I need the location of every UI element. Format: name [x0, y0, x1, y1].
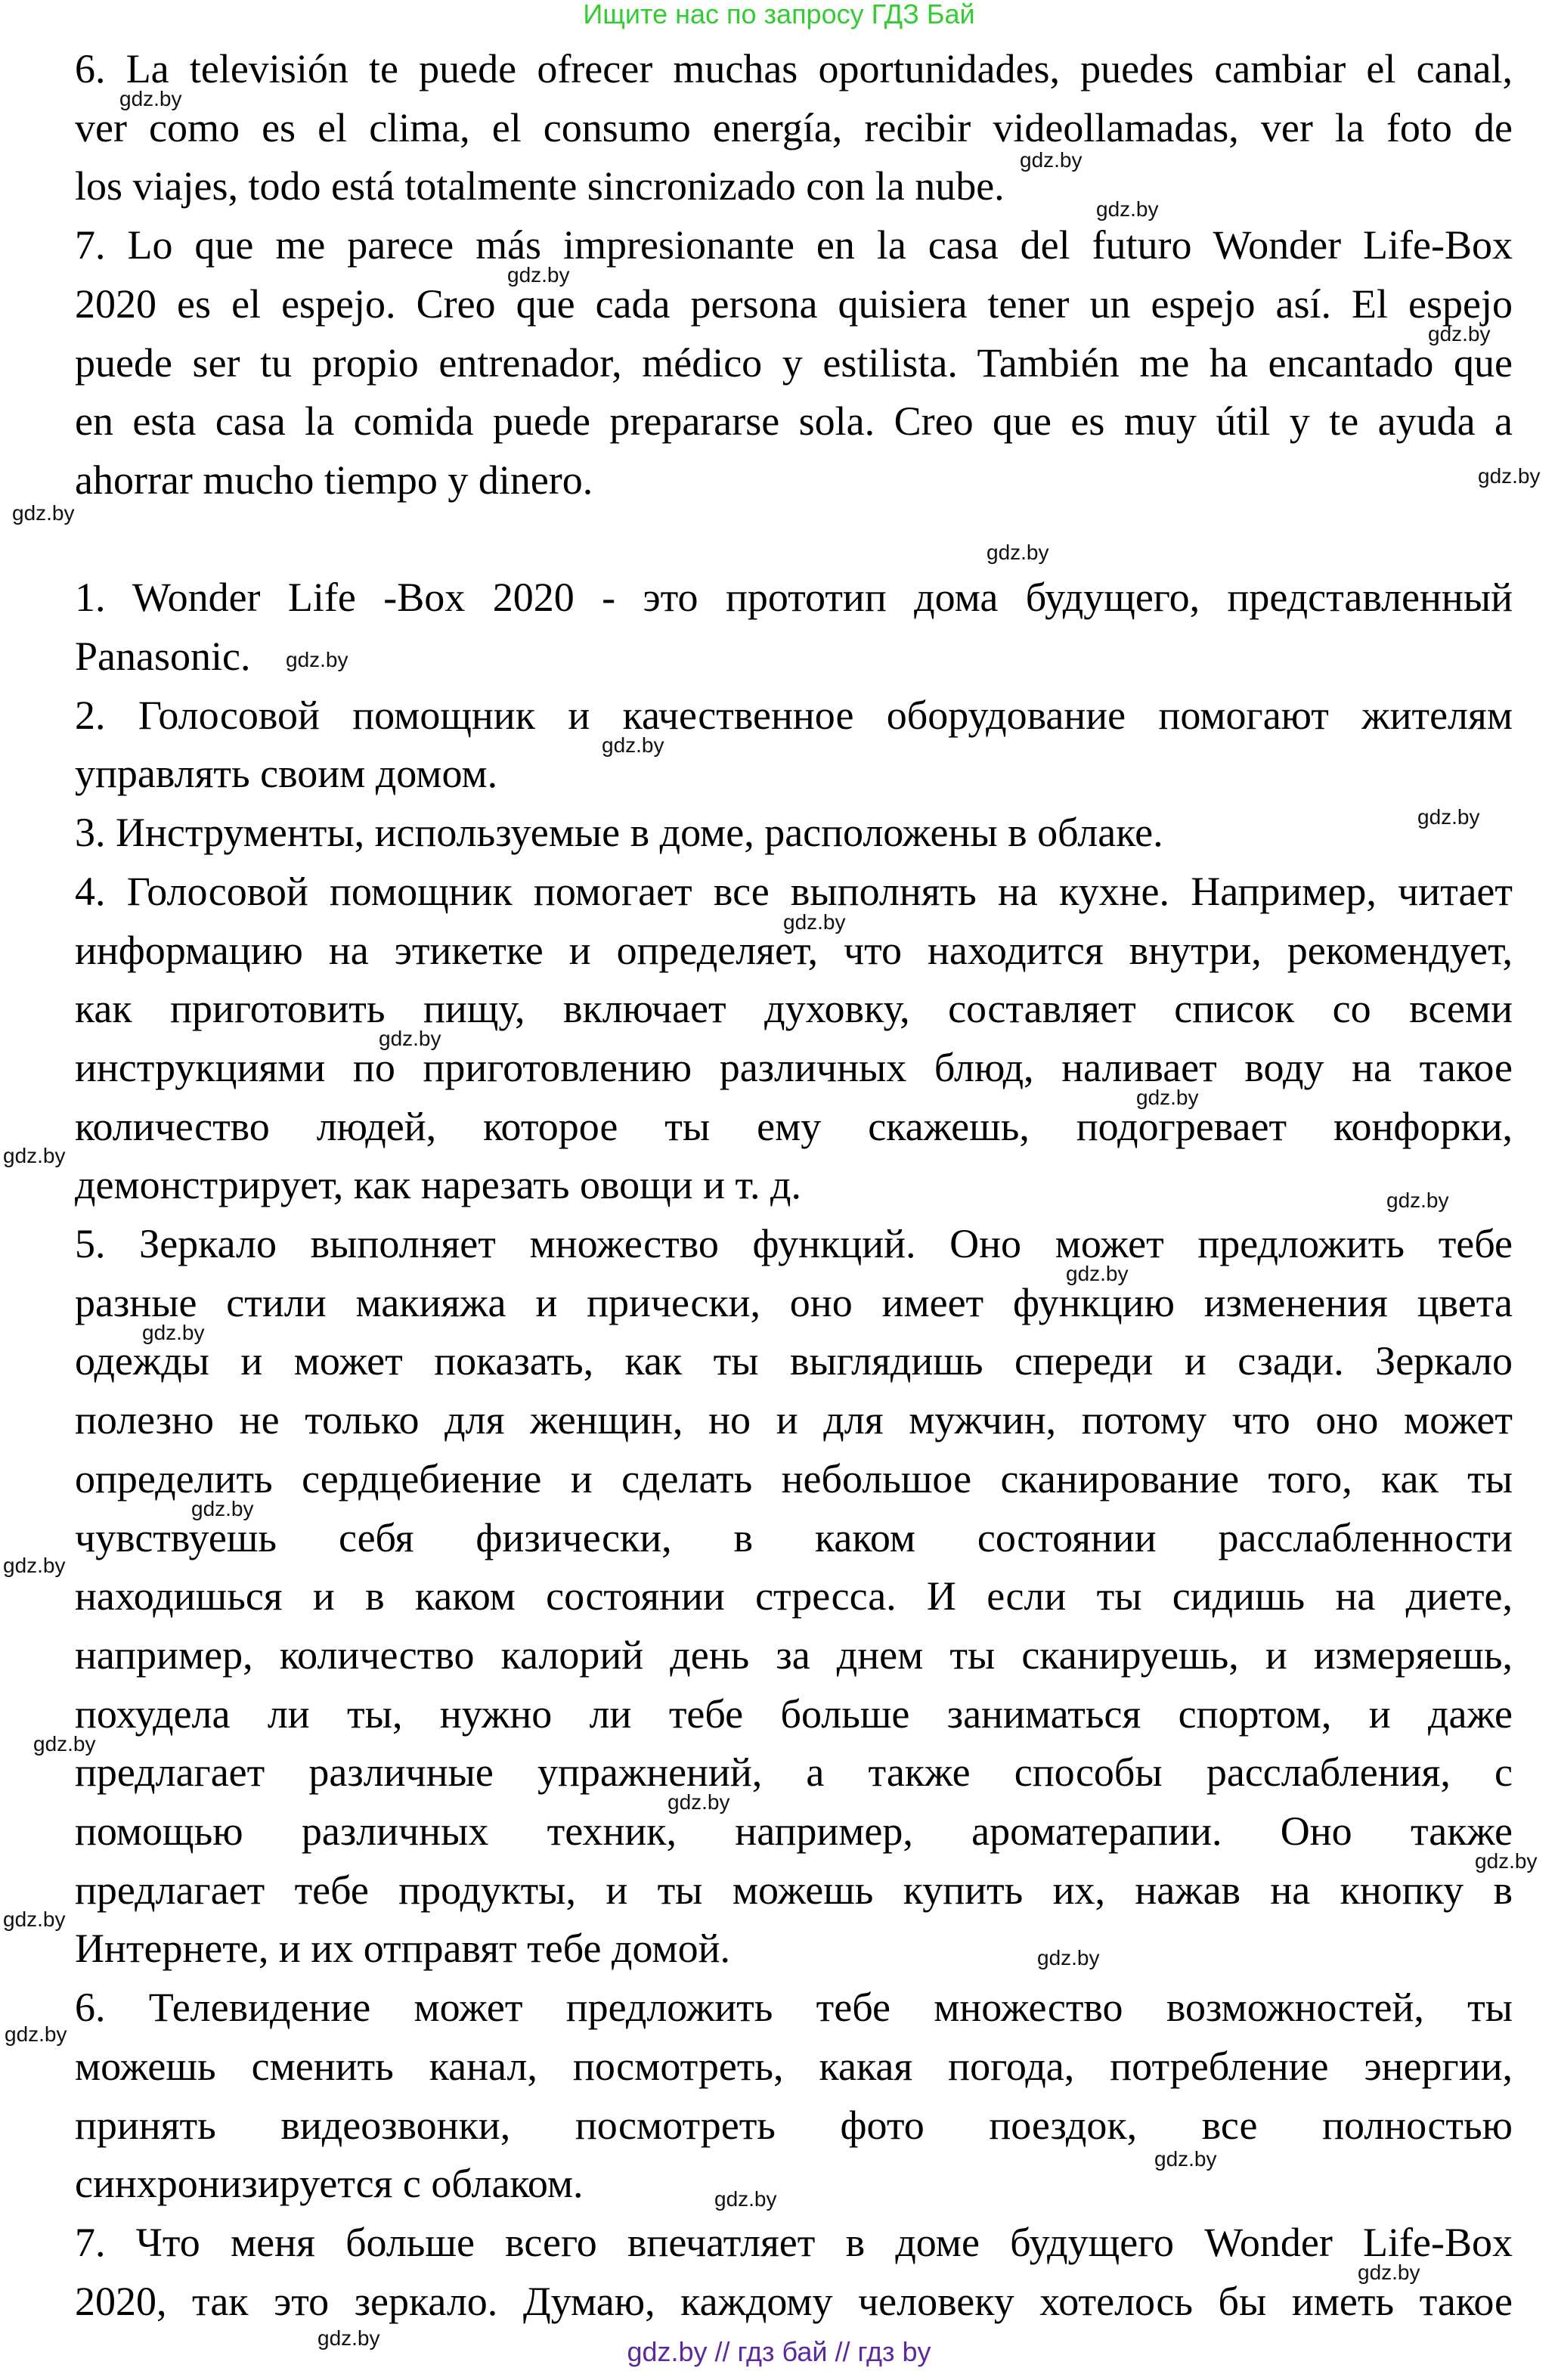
watermark-text: gdz.by [1475, 1849, 1538, 1873]
watermark-text: gdz.by [3, 1554, 66, 1577]
text-line: определить сердцебиение и сделать небольшое сканирование того, как ты [75, 1456, 1513, 1501]
text-line: например, количество калорий день за днем ты сканируешь, и измеряешь, [75, 1632, 1513, 1678]
text-line: как приготовить пищу, включает духовку, составляет список со всеми [75, 986, 1513, 1031]
text-line: 4. Голосовой помощник помогает все выполнять на кухне. Например, читает [75, 869, 1513, 914]
watermark-text: gdz.by [1478, 464, 1541, 488]
watermark-text: gdz.by [667, 1790, 730, 1814]
watermark-text: gdz.by [1358, 2261, 1420, 2284]
search-hint-banner: Ищите нас по запросу ГДЗ Бай [583, 0, 975, 29]
text-line: полезно не только для женщин, но и для мужчин, потому что оно может [75, 1397, 1513, 1443]
text-line: 7. Что меня больше всего впечатляет в доме будущего Wonder Life-Box [75, 2220, 1513, 2265]
text-line: 2020, так это зеркало. Думаю, каждому человеку хотелось бы иметь такое [75, 2279, 1513, 2324]
text-line: можешь сменить канал, посмотреть, какая погода, потребление энергии, [75, 2044, 1513, 2089]
text-line: принять видеозвонки, посмотреть фото поездок, все полностью [75, 2103, 1513, 2148]
watermark-text: gdz.by [33, 1732, 96, 1756]
text-line: помощью различных техник, например, ароматерапии. Оно также [75, 1808, 1513, 1854]
text-line: 3. Инструменты, используемые в доме, расположены в облаке. [75, 810, 1163, 855]
watermark-text: gdz.by [1417, 805, 1480, 829]
text-line: los viajes, todo está totalmente sincronizado con la nube. [75, 163, 1005, 209]
watermark-text: gdz.by [1428, 322, 1491, 346]
text-line: похудела ли ты, нужно ли тебе больше заниматься спортом, и даже [75, 1691, 1513, 1737]
text-line: разные стили макияжа и прически, оно имеет функцию изменения цвета [75, 1280, 1513, 1325]
watermark-text: gdz.by [1020, 148, 1083, 172]
text-line: 7. Lo que me parece más impresionante en la casa del futuro Wonder Life-Box [75, 222, 1513, 268]
watermark-text: gdz.by [1386, 1188, 1449, 1212]
text-line: предлагает различные упражнений, а также способы расслабления, с [75, 1749, 1513, 1795]
watermark-text: gdz.by [602, 733, 664, 757]
watermark-text: gdz.by [191, 1497, 254, 1520]
text-line: 5. Зеркало выполняет множество функций. Оно может предложить тебе [75, 1221, 1513, 1266]
watermark-text: gdz.by [1066, 1262, 1129, 1285]
watermark-text: gdz.by [507, 263, 570, 287]
text-line: 2. Голосовой помощник и качественное оборудование помогают жителям [75, 693, 1513, 738]
text-line: puede ser tu propio entrenador, médico y estilista. También me ha encantado que [75, 340, 1513, 386]
watermark-text: gdz.by [3, 1144, 66, 1167]
watermark-text: gdz.by [5, 2022, 67, 2046]
text-line: 6. La televisión te puede ofrecer muchas oportunidades, puedes cambiar el canal, [75, 46, 1513, 91]
watermark-text: gdz.by [1154, 2147, 1217, 2171]
watermark-text: gdz.by [379, 1027, 441, 1050]
watermark-text: gdz.by [1096, 197, 1159, 221]
text-line: находишься и в каком состоянии стресса. И если ты сидишь на диете, [75, 1573, 1513, 1619]
watermark-text: gdz.by [12, 501, 75, 525]
watermark-text: gdz.by [3, 1907, 66, 1931]
watermark-text: gdz.by [119, 87, 182, 110]
text-line: ver como es el clima, el consumo energía, recibir videollamadas, ver la foto de [75, 105, 1513, 150]
watermark-text: gdz.by [317, 2326, 380, 2350]
text-line: 2020 es el espejo. Creo que cada persona quisiera tener un espejo así. El espejo [75, 281, 1513, 327]
watermark-text: gdz.by [783, 910, 846, 934]
text-line: количество людей, которое ты ему скажешь, подогревает конфорки, [75, 1104, 1513, 1149]
watermark-text: gdz.by [142, 1321, 205, 1344]
footer-links[interactable]: gdz.by // гдз бай // гдз by [627, 2336, 931, 2367]
text-line: 1. Wonder Life -Box 2020 - это прототип дома будущего, представленный [75, 575, 1513, 620]
text-line: чувствуешь себя физически, в каком состоянии расслабленности [75, 1515, 1513, 1560]
text-line: ahorrar mucho tiempo y dinero. [75, 457, 593, 503]
watermark-text: gdz.by [1136, 1086, 1199, 1109]
text-line: демонстрирует, как нарезать овощи и т. д. [75, 1162, 801, 1207]
text-line: синхронизируется с облаком. [75, 2161, 584, 2206]
watermark-text: gdz.by [286, 648, 348, 671]
text-line: en esta casa la comida puede prepararse sola. Creo que es muy útil y te ayuda a [75, 398, 1513, 444]
text-line: инструкциями по приготовлению различных блюд, наливает воду на такое [75, 1045, 1513, 1090]
text-line: информацию на этикетке и определяет, что находится внутри, рекомендует, [75, 928, 1513, 973]
watermark-text: gdz.by [1037, 1946, 1100, 1969]
text-line: 6. Телевидение может предложить тебе множество возможностей, ты [75, 1985, 1513, 2030]
text-line: управлять своим домом. [75, 751, 498, 796]
text-line: Интернете, и их отправят тебе домой. [75, 1926, 730, 1971]
watermark-text: gdz.by [987, 541, 1049, 564]
text-line: Panasonic. [75, 634, 251, 679]
text-line: предлагает тебе продукты, и ты можешь купить их, нажав на кнопку в [75, 1867, 1513, 1913]
text-line: одежды и может показать, как ты выглядишь спереди и сзади. Зеркало [75, 1338, 1513, 1384]
watermark-text: gdz.by [714, 2187, 777, 2211]
